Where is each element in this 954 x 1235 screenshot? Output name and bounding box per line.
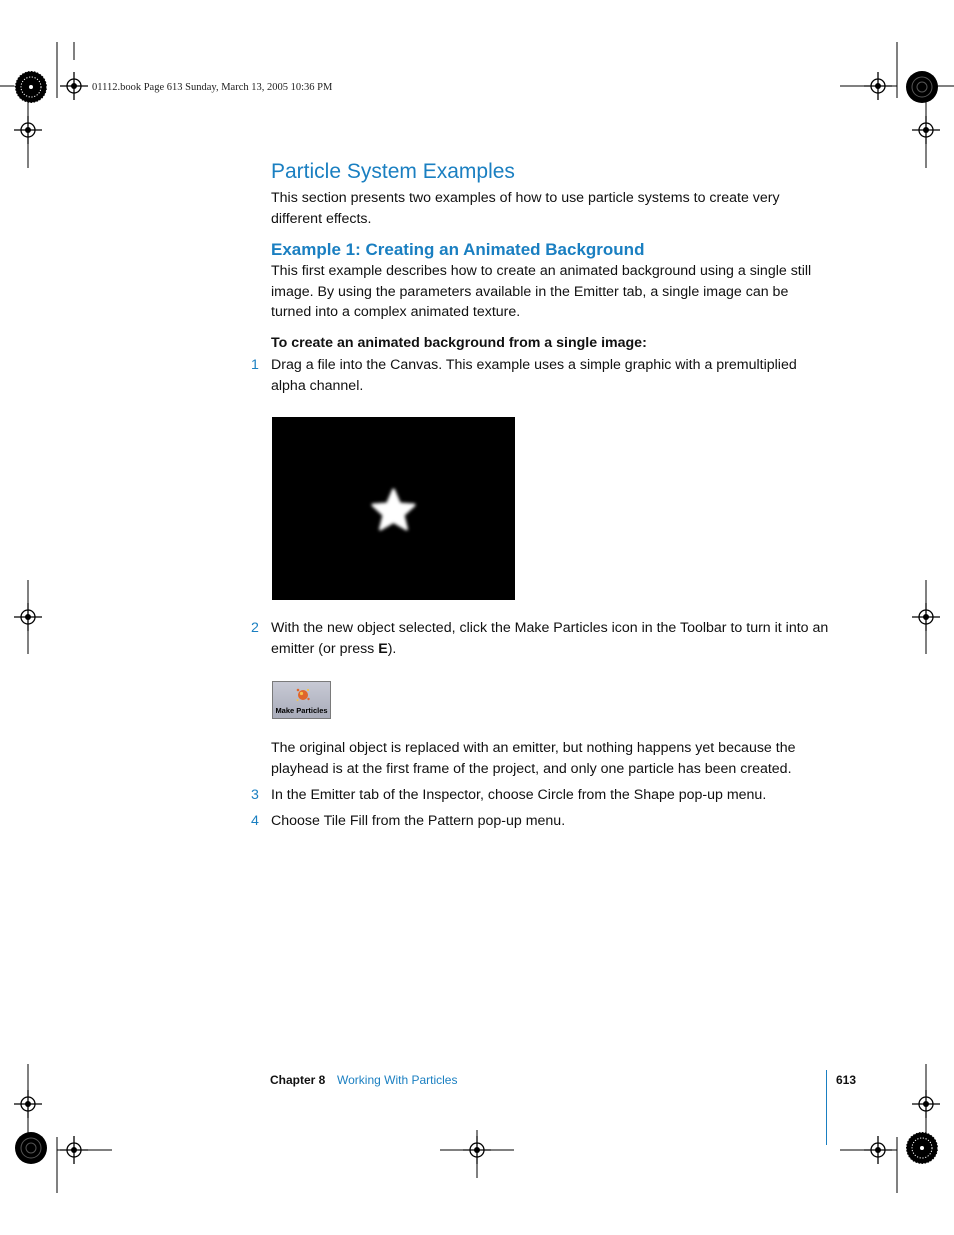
star-graphic-image [272,417,515,600]
footer-divider [826,1070,827,1145]
step-2-text-after: ). [387,640,397,657]
make-particles-button[interactable] [272,681,331,719]
step-number-3: 3 [251,787,259,803]
footer-chapter-title: Working With Particles [337,1073,458,1087]
step-3-text: In the Emitter tab of the Inspector, choose Circle from the Shape pop-up menu. [271,787,767,803]
step-number-2: 2 [251,620,259,636]
step-2-text [271,618,831,659]
print-slug: 01112.book Page 613 Sunday, March 13, 2005 10:36 PM [92,82,333,93]
task-heading: To create an animated background from a single image: [271,335,647,351]
footer-chapter: Chapter 8 [270,1073,326,1087]
step-number-4: 4 [251,813,259,829]
make-particles-icon [295,686,311,704]
step-4-text: Choose Tile Fill from the Pattern pop-up menu. [271,813,566,829]
section-intro: This section presents two examples of how to use particle systems to create very different effects. [271,190,780,227]
example-intro: This first example describes how to create an animated background using a single still image. By using the parameters available in the Emitter tab, a single image can be turned into a complex animated texture. [271,263,812,320]
page-number: 613 [836,1073,857,1087]
make-particles-label: Make Particles [275,706,328,715]
step-2-text-before: With the new object selected, click the Make Particles icon in the Toolbar to turn it into an emitter (or press [271,620,829,657]
example-title: Example 1: Creating an Animated Background [271,240,645,259]
keyboard-shortcut-key: E [378,640,388,657]
section-title: Particle System Examples [271,160,515,183]
step-1-text: Drag a file into the Canvas. This example uses a simple graphic with a premultiplied alpha channel. [271,357,797,394]
star-icon [272,417,515,600]
step-number-1: 1 [251,357,259,373]
after-step-2-text: The original object is replaced with an emitter, but nothing happens yet because the playhead is at the first frame of the project, and only one particle has been created. [271,740,796,777]
